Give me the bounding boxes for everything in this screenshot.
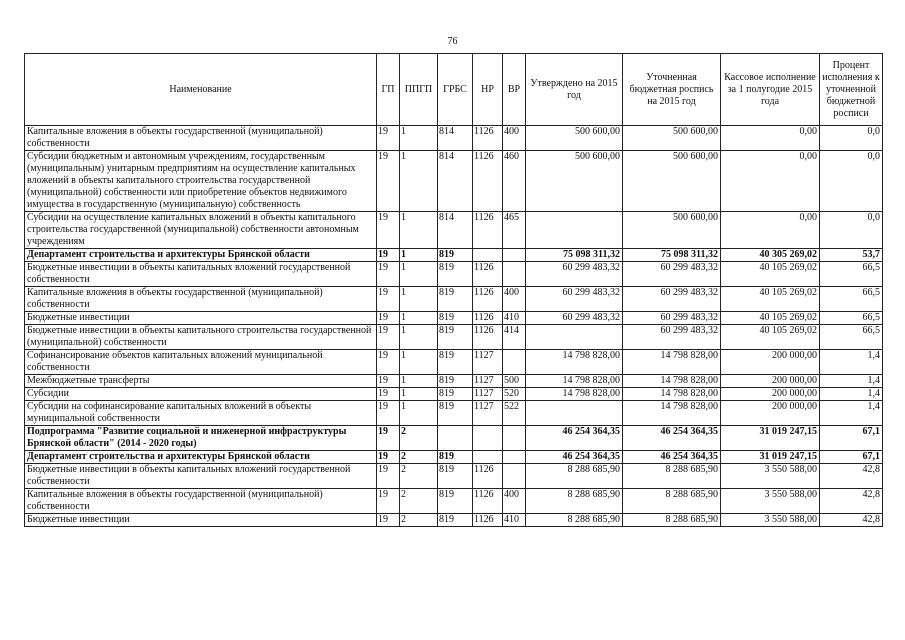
cell-percent: 1,4 — [820, 350, 883, 375]
table-row — [25, 451, 883, 464]
cell-grbs: 819 — [438, 262, 473, 287]
cell-ppgp: 1 — [400, 312, 438, 325]
cell-revised: 46 254 364,35 — [623, 451, 721, 464]
cell-gp: 19 — [377, 388, 400, 401]
cell-gp: 19 — [377, 312, 400, 325]
cell-percent: 66,5 — [820, 325, 883, 350]
cell-grbs: 819 — [438, 312, 473, 325]
cell-nr: 1126 — [473, 325, 503, 350]
cell-grbs: 819 — [438, 464, 473, 489]
cell-ppgp: 1 — [400, 151, 438, 212]
cell-approved: 60 299 483,32 — [526, 312, 623, 325]
cell-vr: 400 — [503, 489, 526, 514]
cell-vr — [503, 464, 526, 489]
cell-name: Субсидии — [25, 388, 377, 401]
cell-approved: 8 288 685,90 — [526, 514, 623, 527]
cell-grbs: 814 — [438, 126, 473, 151]
cell-name: Бюджетные инвестиции — [25, 514, 377, 527]
cell-nr: 1127 — [473, 388, 503, 401]
cell-revised: 500 600,00 — [623, 151, 721, 212]
cell-ppgp: 1 — [400, 401, 438, 426]
cell-nr: 1126 — [473, 212, 503, 249]
cell-percent: 1,4 — [820, 401, 883, 426]
header-percent: Процент исполнения к уточненной бюджетной росписи — [820, 54, 883, 126]
cell-gp: 19 — [377, 514, 400, 527]
cell-nr: 1126 — [473, 262, 503, 287]
cell-nr — [473, 426, 503, 451]
cell-ppgp: 1 — [400, 287, 438, 312]
cell-ppgp: 2 — [400, 426, 438, 451]
cell-ppgp: 2 — [400, 464, 438, 489]
cell-name: Департамент строительства и архитектуры Брянской области — [25, 451, 377, 464]
cell-percent: 42,8 — [820, 464, 883, 489]
cell-revised: 500 600,00 — [623, 212, 721, 249]
cell-cash: 40 105 269,02 — [721, 287, 820, 312]
cell-approved: 500 600,00 — [526, 151, 623, 212]
table-row — [25, 212, 883, 249]
cell-name: Бюджетные инвестиции — [25, 312, 377, 325]
cell-percent: 1,4 — [820, 388, 883, 401]
table-row — [25, 489, 883, 514]
cell-ppgp: 1 — [400, 388, 438, 401]
cell-percent: 0,0 — [820, 151, 883, 212]
cell-vr: 522 — [503, 401, 526, 426]
cell-approved: 14 798 828,00 — [526, 350, 623, 375]
cell-ppgp: 1 — [400, 350, 438, 375]
cell-name: Субсидии на софинансирование капитальных вложений в объекты муниципальной собственности — [25, 401, 377, 426]
cell-nr: 1126 — [473, 151, 503, 212]
cell-approved — [526, 212, 623, 249]
cell-gp: 19 — [377, 151, 400, 212]
table-body — [25, 126, 883, 527]
cell-gp: 19 — [377, 375, 400, 388]
header-revised: Уточненная бюджетная роспись на 2015 год — [623, 54, 721, 126]
cell-cash: 200 000,00 — [721, 401, 820, 426]
cell-nr — [473, 451, 503, 464]
cell-grbs: 819 — [438, 401, 473, 426]
cell-name: Субсидии бюджетным и автономным учреждениям, государственным (муниципальным) унитарным предприятиям на осуществление капитальных вложений в объекты капитального строительства государственной (муниципальной) собственности или приобретение объектов недвижимого имущества в государственную (муниципальную) собственность — [25, 151, 377, 212]
cell-revised: 8 288 685,90 — [623, 464, 721, 489]
cell-vr: 400 — [503, 287, 526, 312]
cell-name: Департамент строительства и архитектуры Брянской области — [25, 249, 377, 262]
cell-grbs: 814 — [438, 212, 473, 249]
cell-grbs: 819 — [438, 287, 473, 312]
cell-revised: 46 254 364,35 — [623, 426, 721, 451]
cell-nr: 1127 — [473, 401, 503, 426]
cell-percent: 67,1 — [820, 426, 883, 451]
cell-gp: 19 — [377, 126, 400, 151]
cell-name: Межбюджетные трансферты — [25, 375, 377, 388]
cell-cash: 3 550 588,00 — [721, 489, 820, 514]
cell-gp: 19 — [377, 464, 400, 489]
cell-approved: 8 288 685,90 — [526, 464, 623, 489]
table-row — [25, 325, 883, 350]
page-number: 76 — [447, 36, 458, 47]
cell-nr: 1126 — [473, 126, 503, 151]
cell-ppgp: 1 — [400, 375, 438, 388]
cell-ppgp: 1 — [400, 262, 438, 287]
cell-percent: 0,0 — [820, 126, 883, 151]
cell-percent: 42,8 — [820, 489, 883, 514]
cell-vr: 410 — [503, 312, 526, 325]
table-row — [25, 388, 883, 401]
cell-cash: 40 105 269,02 — [721, 325, 820, 350]
cell-vr: 465 — [503, 212, 526, 249]
cell-cash: 40 305 269,02 — [721, 249, 820, 262]
cell-percent: 67,1 — [820, 451, 883, 464]
cell-ppgp: 1 — [400, 325, 438, 350]
cell-nr: 1126 — [473, 287, 503, 312]
table-row — [25, 262, 883, 287]
cell-approved — [526, 325, 623, 350]
cell-grbs: 819 — [438, 451, 473, 464]
cell-vr: 460 — [503, 151, 526, 212]
cell-cash: 200 000,00 — [721, 375, 820, 388]
cell-cash: 0,00 — [721, 151, 820, 212]
cell-cash: 0,00 — [721, 126, 820, 151]
cell-nr: 1127 — [473, 375, 503, 388]
cell-grbs: 819 — [438, 514, 473, 527]
cell-percent: 66,5 — [820, 262, 883, 287]
cell-percent: 53,7 — [820, 249, 883, 262]
cell-grbs: 819 — [438, 489, 473, 514]
cell-percent: 66,5 — [820, 312, 883, 325]
cell-approved: 60 299 483,32 — [526, 262, 623, 287]
cell-gp: 19 — [377, 287, 400, 312]
cell-cash: 40 105 269,02 — [721, 312, 820, 325]
cell-percent: 42,8 — [820, 514, 883, 527]
table-header — [25, 54, 883, 126]
cell-revised: 60 299 483,32 — [623, 325, 721, 350]
cell-gp: 19 — [377, 325, 400, 350]
cell-nr: 1126 — [473, 514, 503, 527]
cell-cash: 31 019 247,15 — [721, 426, 820, 451]
cell-percent: 66,5 — [820, 287, 883, 312]
cell-vr: 520 — [503, 388, 526, 401]
cell-nr: 1127 — [473, 350, 503, 375]
header-gp: ГП — [377, 54, 400, 126]
cell-approved: 46 254 364,35 — [526, 426, 623, 451]
cell-grbs: 819 — [438, 375, 473, 388]
cell-cash: 40 105 269,02 — [721, 262, 820, 287]
cell-name: Субсидии на осуществление капитальных вложений в объекты капитального строительства государственной (муниципальной) собственности автономным учреждениям — [25, 212, 377, 249]
cell-gp: 19 — [377, 262, 400, 287]
cell-name: Капитальные вложения в объекты государственной (муниципальной) собственности — [25, 489, 377, 514]
cell-grbs: 819 — [438, 249, 473, 262]
table-row — [25, 151, 883, 212]
cell-approved: 14 798 828,00 — [526, 375, 623, 388]
cell-gp: 19 — [377, 426, 400, 451]
cell-nr — [473, 249, 503, 262]
cell-cash: 0,00 — [721, 212, 820, 249]
cell-vr — [503, 262, 526, 287]
table-row — [25, 514, 883, 527]
cell-grbs: 814 — [438, 151, 473, 212]
table-row — [25, 287, 883, 312]
cell-grbs — [438, 426, 473, 451]
cell-cash: 3 550 588,00 — [721, 464, 820, 489]
cell-revised: 75 098 311,32 — [623, 249, 721, 262]
cell-ppgp: 2 — [400, 514, 438, 527]
header-name: Наименование — [25, 54, 377, 126]
table-row — [25, 126, 883, 151]
cell-cash: 31 019 247,15 — [721, 451, 820, 464]
cell-revised: 60 299 483,32 — [623, 312, 721, 325]
cell-approved: 14 798 828,00 — [526, 388, 623, 401]
cell-nr: 1126 — [473, 464, 503, 489]
cell-name: Софинансирование объектов капитальных вложений муниципальной собственности — [25, 350, 377, 375]
cell-name: Подпрограмма "Развитие социальной и инженерной инфраструктуры Брянской области" (2014 - 2020 годы) — [25, 426, 377, 451]
cell-revised: 60 299 483,32 — [623, 287, 721, 312]
cell-name: Бюджетные инвестиции в объекты капитального строительства государственной (муниципальной) собственности — [25, 325, 377, 350]
cell-grbs: 819 — [438, 350, 473, 375]
cell-revised: 14 798 828,00 — [623, 401, 721, 426]
cell-name: Бюджетные инвестиции в объекты капитальных вложений государственной собственности — [25, 464, 377, 489]
cell-cash: 200 000,00 — [721, 388, 820, 401]
cell-vr — [503, 451, 526, 464]
cell-gp: 19 — [377, 489, 400, 514]
cell-ppgp: 2 — [400, 489, 438, 514]
cell-vr: 410 — [503, 514, 526, 527]
cell-name: Бюджетные инвестиции в объекты капитальных вложений государственной собственности — [25, 262, 377, 287]
header-vr: ВР — [503, 54, 526, 126]
cell-revised: 8 288 685,90 — [623, 489, 721, 514]
header-grbs: ГРБС — [438, 54, 473, 126]
cell-vr: 414 — [503, 325, 526, 350]
cell-name: Капитальные вложения в объекты государственной (муниципальной) собственности — [25, 126, 377, 151]
cell-revised: 14 798 828,00 — [623, 375, 721, 388]
cell-revised: 8 288 685,90 — [623, 514, 721, 527]
table-row — [25, 350, 883, 375]
cell-approved: 500 600,00 — [526, 126, 623, 151]
cell-ppgp: 1 — [400, 212, 438, 249]
cell-gp: 19 — [377, 401, 400, 426]
table-row — [25, 312, 883, 325]
cell-gp: 19 — [377, 249, 400, 262]
header-approved: Утверждено на 2015 год — [526, 54, 623, 126]
table-row — [25, 375, 883, 388]
cell-grbs: 819 — [438, 325, 473, 350]
cell-percent: 1,4 — [820, 375, 883, 388]
cell-approved — [526, 401, 623, 426]
cell-ppgp: 2 — [400, 451, 438, 464]
cell-revised: 14 798 828,00 — [623, 350, 721, 375]
cell-gp: 19 — [377, 451, 400, 464]
cell-revised: 60 299 483,32 — [623, 262, 721, 287]
cell-approved: 8 288 685,90 — [526, 489, 623, 514]
table-row — [25, 426, 883, 451]
cell-nr: 1126 — [473, 312, 503, 325]
cell-vr — [503, 426, 526, 451]
header-cash: Кассовое исполнение за 1 полугодие 2015 года — [721, 54, 820, 126]
table-row — [25, 249, 883, 262]
cell-approved: 75 098 311,32 — [526, 249, 623, 262]
cell-approved: 60 299 483,32 — [526, 287, 623, 312]
cell-nr: 1126 — [473, 489, 503, 514]
cell-name: Капитальные вложения в объекты государственной (муниципальной) собственности — [25, 287, 377, 312]
cell-gp: 19 — [377, 350, 400, 375]
cell-vr — [503, 350, 526, 375]
cell-approved: 46 254 364,35 — [526, 451, 623, 464]
cell-gp: 19 — [377, 212, 400, 249]
header-nr: НР — [473, 54, 503, 126]
cell-revised: 14 798 828,00 — [623, 388, 721, 401]
cell-vr: 400 — [503, 126, 526, 151]
cell-percent: 0,0 — [820, 212, 883, 249]
cell-vr — [503, 249, 526, 262]
cell-cash: 3 550 588,00 — [721, 514, 820, 527]
cell-ppgp: 1 — [400, 249, 438, 262]
cell-ppgp: 1 — [400, 126, 438, 151]
cell-revised: 500 600,00 — [623, 126, 721, 151]
header-ppgp: ППГП — [400, 54, 438, 126]
cell-vr: 500 — [503, 375, 526, 388]
budget-table — [24, 53, 883, 527]
cell-grbs: 819 — [438, 388, 473, 401]
table-row — [25, 401, 883, 426]
cell-cash: 200 000,00 — [721, 350, 820, 375]
table-row — [25, 464, 883, 489]
